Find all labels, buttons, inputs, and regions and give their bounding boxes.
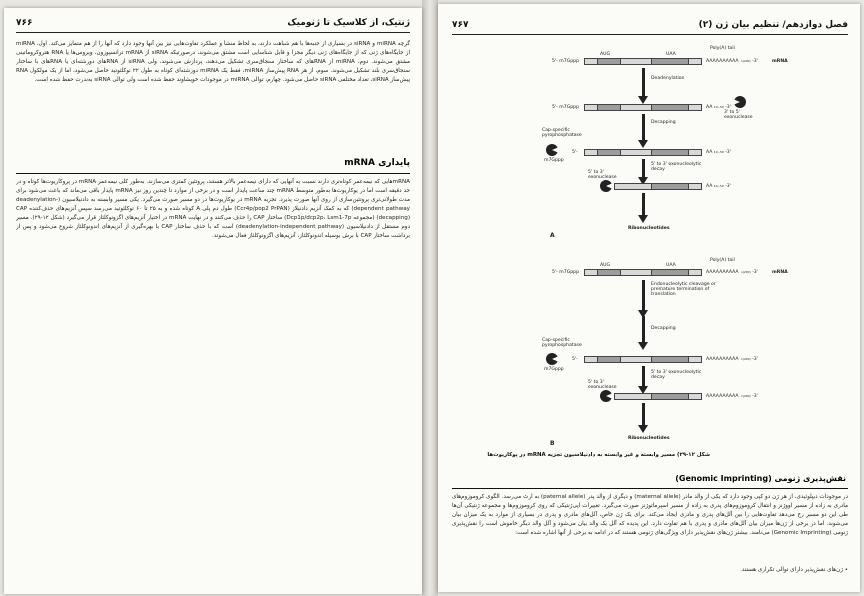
right-page-number: ۷۶۷ [452, 20, 469, 30]
aug-segment [597, 149, 621, 156]
mrna-bar-b3 [614, 393, 702, 400]
mrna-bar-a3 [584, 149, 702, 156]
left-header-title: ژنتیک، از کلاسیک تا ژنومیک [287, 18, 410, 28]
bullet-dot-icon: • [842, 567, 848, 573]
aug-label: AUG [600, 52, 611, 57]
poly-a-end-b3: ₙ₍₂₀₀₎ -3' [741, 394, 758, 399]
decay-label-a: 5' to 3' exonucleolytic decay [651, 162, 702, 172]
right-page [438, 4, 860, 592]
five-prime-stub-a: 5'- [572, 150, 578, 155]
mrna-bar-b2 [584, 356, 702, 363]
cap-label-a: 5'- m7Gppp [552, 59, 580, 64]
poly-a-tail-label-b: Poly(A) tail [710, 258, 735, 263]
mrna-label-a: mRNA [772, 59, 788, 64]
uaa-segment [651, 269, 689, 276]
left-section-heading: پایداری mRNA [344, 158, 410, 168]
mrna-bar-a1 [584, 58, 702, 65]
aug-segment [597, 58, 621, 65]
left-section-paragraph: mRNAهایی که نیمه‌عمر کوتاه‌تری دارند نسبت به آنهایی که دارای نیمه‌عمر بالاتر هستند، پروتئین کمتری می‌سازند. به‌طور کلی نیمه‌عمر mRNA در پروکاریوت‌ها کوتاه و در حد دقیقه است اما در یوکاریوت‌ها به‌طور متوسط mRNA چند ساعت پایدار است و در برخی از موارد تا چندین روز نیز mRNA پایدار باقی می‌ماند که باعث می‌شود برای مدت طولانی‌تری پروتئین‌سازی از روی آنها صورت پذیرد. تجزیه mRNA در یوکاریوت‌ها در دو مسیر صورت می‌گیرد. یکی مسیر وابسته به دادنیلاسیون (deadenylation-dependent pathway) که به کمک آنزیم دادنیلاز (Ccr4p/pop2 PrPAN) طول دم پلی A کوتاه شده و به ۲۵ تا ۶۰ نوکلئوتید می‌رسد سپس آنزیم‌های حذف‌کننده CAP (decapping) (مجموعه Dcp1p/dcp2p، Lsm1-7p) ساختار CAP را حذف می‌کنند و در نهایت mRNA در اختیار آنزیم‌های اگزونوکلئاز قرار می‌گیرد (شکل ۱۲-۲۹). مسیر دوم مستقل از دادنیلاسیون (deadenylation-independent pathway) است که با حذف ساختار CAP با بهره‌گیری از آنزیم‌های اندونوکلئاز شروع می‌شود و پس از برداشت ساختار CAP با برش بوسیله اندونوکلئاز، آنزیم‌های اگزونوکلئاز فعال می‌شوند. [16, 179, 410, 239]
left-page-header [16, 16, 410, 33]
uaa-segment [651, 393, 689, 400]
right-section-paragraph: در موجودات دیپلوئیدی، از هر ژن دو کپی وجود دارد که یکی از والد مادر (maternal allele) و دیگری از والد پدر (paternal allele) به ارث می‌رسد. الگوی کروموزوم‌های مادری به زاده از مسیر اووژنز و انتقال کروموزوم‌های پدری به زاده از مسیر اسپرماتوژنز صورت می‌گیرد. تغییرات اپی‌ژنتیکی که روی کروموزوم‌ها و مجموعه ژنتیکی آن‌ها طی این دو مسیر رخ می‌دهد تفاوت‌هایی را بین آلل‌های پدری و مادری ایجاد می‌کند. برای یک ژن خاص، آلل‌های مادری و پدری در بسیاری از موارد به یک میزان بیان می‌شوند. اما در برخی از ژن‌ها میزان بیان آلل‌های مادری و پدری با هم تفاوت دارد. این پدیده که آلل یک والد بیان می‌شود و آلل والد دیگر خاموش است را نقش‌پذیری ژنومی (Genomic Imprinting) می‌نامند. بیشتر ژن‌های نقش‌پذیر دارای ویژگی‌های ژنومی هستند که در ادامه به برخی از آنها اشاره شده است: [452, 494, 848, 536]
cap-specific-label-a: Cap-specific pyrophosphatase [542, 128, 582, 138]
uaa-segment [651, 58, 689, 65]
right-header-title: فصل دوازدهم/ تنظیم بیان ژن (۲) [698, 20, 848, 30]
cap-label-b1: 5'- m7Gppp [552, 270, 580, 275]
mrna-bar-a2 [584, 104, 702, 111]
right-heading-rule [452, 488, 848, 489]
cap-label-a2: 5'- m7Gppp [552, 105, 580, 110]
poly-a-tail-label: Poly(A) tail [710, 46, 735, 51]
ribonucleotides-label-a: Ribonucleotides [628, 226, 670, 231]
exonuclease-5to3-icon-b [600, 390, 612, 402]
left-page-number: ۷۶۶ [16, 18, 33, 28]
mrna-bar-a4 [614, 183, 702, 190]
left-intro-paragraph: گرچه miRNA و siRNA در بسیاری از جنبه‌ها با هم شباهت دارند، به لحاظ منشأ و عملکرد تفاوت‌هایی نیز بین آنها وجود دارد که آنها را از هم متمایز می‌کند. اول، miRNA از جایگاه‌های ژنی که از جایگاه‌های ژنی دیگر مجزا و قابل شناسایی است مشتق می‌شوند، درصورتیکه siRNA از mRNA ترانسپوزون، ویروس‌ها یا RNA هتروکروماتینی مشتق می‌شوند. دوم، miRNA از RNAهای که ساختار سنجاق‌سری تشکیل می‌دهند، پردازش می‌شوند، ولی siRNA از RNAهای دورشته‌ای یا RNAهای با ساختار سنجاق‌سری بلند تشکیل می‌شوند. سوم، از هر RNA پیش‌ساز miRNA، فقط یک miRNA دورشته‌ای کوتاه به طول ۲۲ نوکلئوتید حاصل می‌شود، اما از یک مولکول RNA پیش‌ساز siRNA، تعداد مختلفی siRNA حاصل می‌شود. چهارم، توالی miRNA در موجودات خویشاوند حفظ شده است ولی توالی siRNA به‌ندرت حفظ شده است. [16, 41, 410, 83]
poly-a-end-b1: ₙ₍₂₀₀₎ -3' [741, 270, 758, 275]
m7gppp-released-b: m7Gppp [544, 367, 564, 372]
five-prime-stub-b: 5'- [572, 357, 578, 362]
ribonucleotides-label-b: Ribonucleotides [628, 436, 670, 441]
short-tail-a4: AA ₁₀₋₅₀ -3' [706, 184, 731, 189]
deadenylation-label: Deadenylation [651, 76, 685, 81]
exonuclease-3to5-icon [734, 96, 746, 108]
left-heading-rule [16, 173, 410, 174]
decapping-label-a: Decapping [651, 120, 676, 125]
uaa-label-b: UAA [666, 263, 676, 268]
figure-caption: شکل ۱۲-۲۹) مسیر وابسته و غیر وابسته به دادنیلاسیون تجزیه mRNA در یوکاریوت‌ها [487, 452, 710, 458]
aug-segment [597, 269, 621, 276]
left-page [4, 8, 422, 594]
poly-a-seq-b2: AAAAAAAAAA [706, 357, 739, 362]
mrna-decay-diagram [438, 4, 860, 474]
decay-label-b: 5' to 3' exonucleolytic decay [651, 370, 702, 380]
poly-a-end-a1: ₙ₍₂₀₀₎ -3' [741, 59, 758, 64]
bullet-item-1 [452, 566, 848, 575]
cap-specific-label-b: Cap-specific pyrophosphatase [542, 338, 582, 348]
three-to-five-label: 3' to 5' exonuclease [724, 110, 753, 120]
decapping-label-b: Decapping [651, 326, 676, 331]
poly-a-seq-a1: AAAAAAAAAA [706, 59, 739, 64]
mrna-label-b: mRNA [772, 270, 788, 275]
uaa-label: UAA [666, 52, 676, 57]
exonuclease-label-b: 5' to 3' exonuclease [588, 380, 617, 390]
book-gutter [422, 0, 438, 596]
uaa-segment [651, 356, 689, 363]
uaa-segment [651, 183, 689, 190]
exonuclease-5to3-icon-a [600, 180, 612, 192]
mrna-bar-b1 [584, 269, 702, 276]
uaa-segment [651, 104, 689, 111]
endo-cleavage-label: Endonucleolytic cleavage or premature termination of translation [651, 282, 716, 297]
short-tail-a3: AA ₁₀₋₅₀ -3' [706, 150, 731, 155]
cap-pyrophosphatase-icon-b [546, 353, 558, 365]
cap-pyrophosphatase-icon-a [546, 144, 558, 156]
aug-segment [597, 356, 621, 363]
right-section-heading: نقش‌پذیری ژنومی (Genomic Imprinting) [675, 474, 846, 483]
short-tail-a2: AA ₁₀₋₅₀ -3' [706, 105, 731, 110]
poly-a-end-b2: ₙ₍₂₀₀₎ -3' [741, 357, 758, 362]
panel-a-letter: A [550, 232, 555, 239]
aug-segment [597, 104, 621, 111]
poly-a-seq-b3: AAAAAAAAAA [706, 394, 739, 399]
bullet-text-1: ژن‌های نقش‌پذیر دارای توالی تکراری هستند. [740, 567, 843, 573]
aug-label-b: AUG [600, 263, 611, 268]
m7gppp-released-a: m7Gppp [544, 158, 564, 163]
poly-a-seq-b1: AAAAAAAAAA [706, 270, 739, 275]
panel-b-letter: B [550, 440, 555, 447]
exonuclease-label-a: 5' to 3' exonuclease [588, 170, 617, 180]
uaa-segment [651, 149, 689, 156]
